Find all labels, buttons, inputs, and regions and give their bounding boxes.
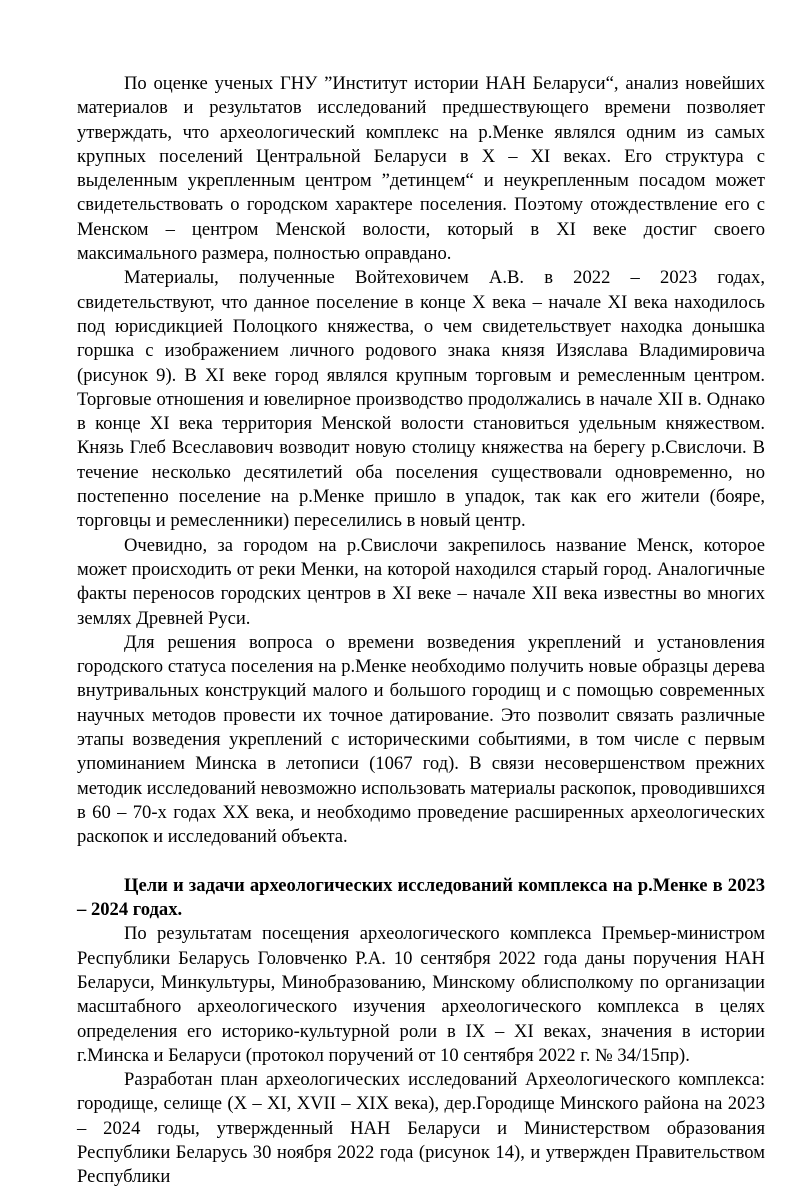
- paragraph-research-plan: Разработан план археологических исследований Археологического комплекса: городище, селище (Х – XI, XVII – XIX века), дер.Городище Минского района на 2023 – 2024 годы, утвержденный НАН Беларуси и Министерством образования Республики Беларусь 30 ноября 2022 года (рисунок 14), и утвержден Правительством Республики: [77, 1069, 765, 1188]
- paragraph-assessment: По оценке ученых ГНУ ”Институт истории НАН Беларуси“, анализ новейших материалов и результатов исследований предшествующего времени позволяет утверждать, что археологический комплекс на р.Менке являлся одним из самых крупных поселений Центральной Беларуси в Х – ХI веках. Его структура с выделенным укрепленным центром ”детинцем“ и неукрепленным посадом может свидетельствовать о городском характере поселения. Поэтому отождествление его с Менском – центром Менской волости, который в XI веке достиг своего максимального размера, полностью оправдано.: [77, 73, 765, 265]
- section-heading: Цели и задачи археологических исследований комплекса на р.Менке в 2023 – 2024 годах.: [77, 874, 765, 921]
- paragraph-dating: Для решения вопроса о времени возведения укреплений и установления городского статуса поселения на р.Менке необходимо получить новые образцы дерева внутривальных конструкций малого и большого городищ и с помощью современных научных методов провести их точное датирование. Это позволит связать различные этапы возведения укреплений с историческими событиями, в том числе с первым упоминанием Минска в летописи (1067 год). В связи несовершенством прежних методик исследований невозможно использовать материалы раскопок, проводившихся в 60 – 70-х годах XX века, и необходимо проведение расширенных археологических раскопок и исследований объекта.: [77, 631, 765, 848]
- document-page: [77, 72, 765, 1190]
- paragraph-name-origin: Очевидно, за городом на р.Свислочи закрепилось название Менск, которое может происходить от реки Менки, на которой находился старый город. Аналогичные факты переносов городских центров в XI веке – начале XII века известны во многих землях Древней Руси.: [77, 534, 765, 629]
- paragraph-materials: Материалы, полученные Войтеховичем А.В. в 2022 – 2023 годах, свидетельствуют, что данное поселение в конце Х века – начале ХI века находилось под юрисдикцией Полоцкого княжества, о чем свидетельствует находка донышка горшка с изображением личного родового знака князя Изяслава Владимировича (рисунок 9). В XI веке город являлся крупным торговым и ремесленным центром. Торговые отношения и ювелирное производство продолжались в начале XII в. Однако в конце XI века территория Менской волости становиться удельным княжеством. Князь Глеб Всеславович возводит новую столицу княжества на берегу р.Свислочи. В течение несколько десятилетий оба поселения существовали одновременно, но постепенно поселение на р.Менке пришло в упадок, так как его жители (бояре, торговцы и ремесленники) переселились в новый центр.: [77, 267, 765, 532]
- paragraph-government-orders: По результатам посещения археологического комплекса Премьер-министром Республики Беларусь Головченко Р.А. 10 сентября 2022 года даны поручения НАН Беларуси, Минкультуры, Минобразованию, Минскому облисполкому по организации масштабного археологического изучения археологического комплекса в целях определения его историко-культурной роли в IX – XI веках, значения в истории г.Минска и Беларуси (протокол поручений от 10 сентября 2022 г. № 34/15пр).: [77, 923, 765, 1066]
